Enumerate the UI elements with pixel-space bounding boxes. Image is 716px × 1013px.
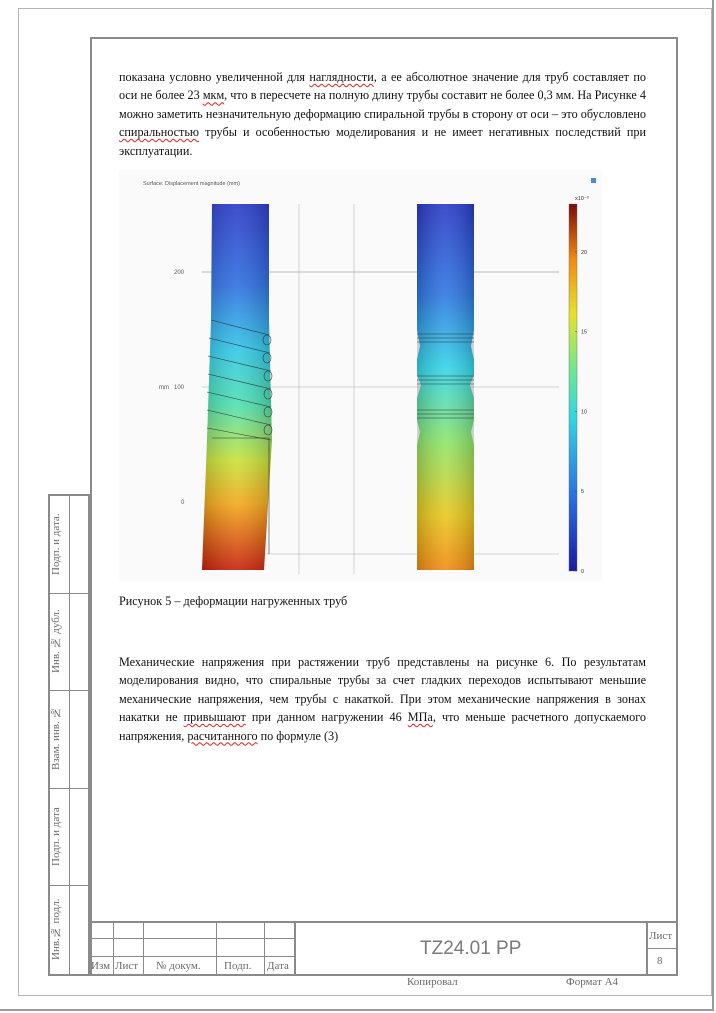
knurled-pipe [417,204,474,570]
text-run: , что меньше расчетного допускаемого напряжения, [119,710,646,743]
y-tick-0: 0 [181,500,185,506]
stamp-label-2: Инв. № дубл. [50,609,62,674]
header-list: Лист [115,960,139,972]
paragraph-1 [119,68,646,160]
colorbar-exponent: x10⁻³ [575,196,589,202]
misspelled-word: мкм [202,88,225,103]
doc-code: TZ24.01 PP [420,938,522,959]
misspelled-word: привышают [183,710,246,725]
colorbar-tick-label: 15 [581,329,588,336]
side-stamp [48,494,90,976]
stamp-label-5: Инв.№ подл. [50,898,62,961]
text-run: Механические напряжения при растяжении труб представлены на рисунке 6. По результатам моделирования видно, что спиральные трубы за счет гладких переходов испытывают меньшие механические напряжения, чем трубы с накаткой. При этом механические напряжения в зонах накатки не [119,655,646,725]
paragraph-2 [119,653,646,745]
axis-label: mm [159,385,169,391]
text-run: при данном нагружении 46 [245,710,408,725]
misspelled-word: МПа [407,710,433,725]
figure-displacement [119,170,602,581]
misspelled-word: наглядности [309,70,374,84]
colorbar-tick-label: 5 [581,489,585,496]
header-date: Дата [267,960,289,972]
y-tick-200: 200 [174,270,185,276]
stamp-label-1: Подп. и дата. [50,513,62,576]
text-run: по формуле (3) [257,728,339,743]
footer-copied: Копировал [407,976,458,988]
colorbar-tick-label: 0 [581,569,585,575]
figure-image [119,170,602,581]
misspelled-word: расчитанного [187,728,258,743]
text-run: показана условно увеличенной для [119,70,310,84]
text-run: трубы и особенностью моделирования и не имеет негативных последствий при эксплуатации. [119,125,646,158]
figure-corner-icon [591,178,596,183]
figure-title: Surface: Displacement magnitude (mm) [143,181,240,187]
colorbar-tick-label: 10 [581,409,588,416]
header-doc: № докум. [156,960,201,972]
colorbar-tick-label: 20 [581,249,588,256]
header-izm: Изм [91,960,111,972]
sheet-number: 8 [657,955,663,967]
stamp-label-4: Подп. и дата [50,807,62,866]
title-block [90,921,678,976]
header-sign: Подп. [224,960,252,972]
sheet-label: Лист [649,930,673,942]
figure-caption: Рисунок 5 – деформации нагруженных труб [119,594,348,608]
stamp-label-3: Взам. инв. № [50,706,62,771]
text-run: , что в пересчете на полную длину трубы составит не более 0,3 мм. На Рисунке 4 можно заметить незначительную деформацию спиральной трубы в сторону от оси – это обусловлено [119,88,646,121]
colorbar [569,196,589,575]
text-run: , а ее абсолютное значение для труб составляет по оси не более 23 [119,70,646,103]
misspelled-word: спиральностью [119,125,200,140]
spiral-pipe [202,204,272,570]
y-tick-100: 100 [174,385,185,391]
footer-format: Формат А4 [566,976,619,988]
